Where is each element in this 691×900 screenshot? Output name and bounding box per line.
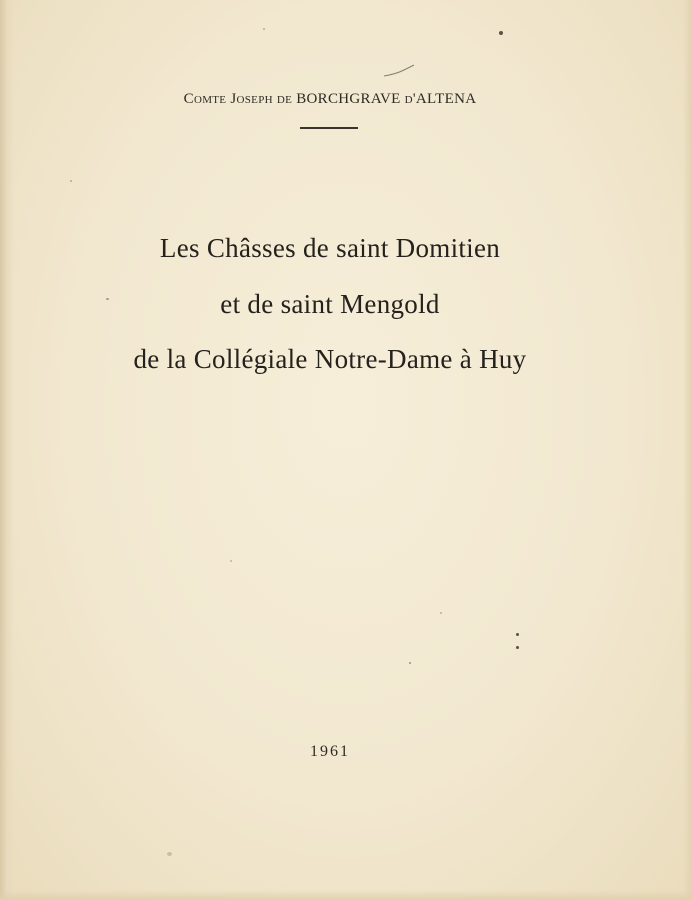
- paper-speck: [440, 612, 442, 614]
- author-divider: [300, 127, 358, 129]
- title-line-3: de la Collégiale Notre-Dame à Huy: [133, 344, 527, 374]
- publication-year: 1961: [310, 743, 350, 760]
- paper-speck: [106, 298, 109, 300]
- cover-right-edge: [683, 0, 691, 900]
- author-name: Comte Joseph de BORCHGRAVE d'ALTENA: [183, 91, 477, 107]
- paper-speck: [263, 28, 265, 30]
- paper-speck: [499, 31, 503, 35]
- paper-speck: [516, 633, 519, 636]
- title-line-1: Les Châsses de saint Domitien: [159, 233, 501, 263]
- paper-speck: [516, 646, 519, 649]
- paper-speck: [409, 662, 411, 664]
- cover-left-edge: [0, 0, 14, 900]
- paper-speck: [230, 560, 232, 562]
- cover-bottom-edge: [0, 890, 691, 900]
- paper-speck: [167, 852, 172, 856]
- title-line-2: et de saint Mengold: [220, 289, 440, 319]
- pencil-mark: [382, 64, 416, 78]
- paper-speck: [70, 180, 72, 182]
